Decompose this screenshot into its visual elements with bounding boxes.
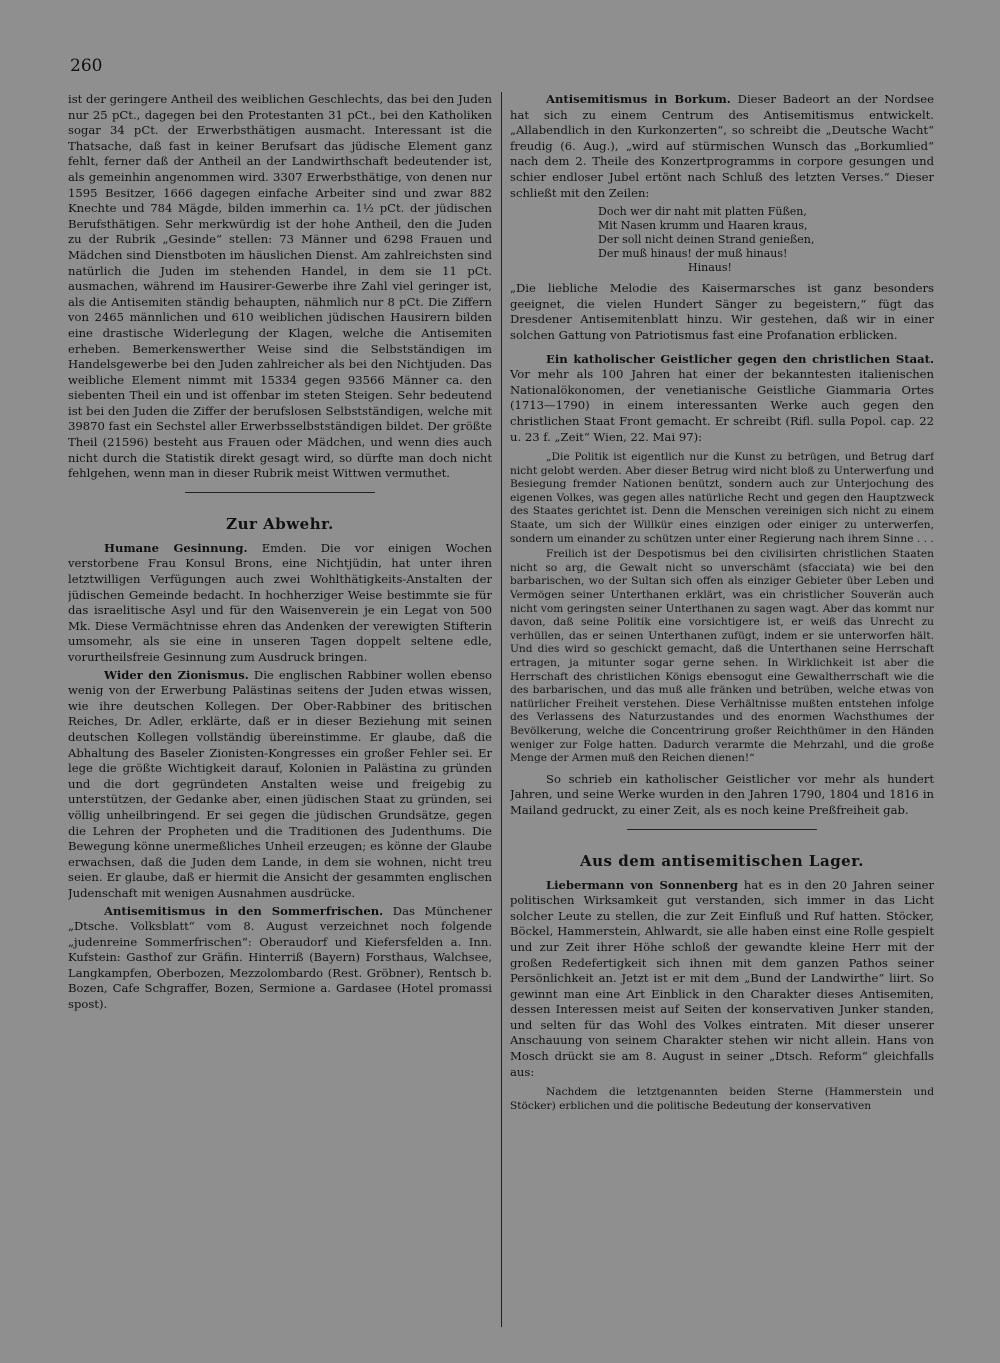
left-column xyxy=(68,92,492,1015)
quote-paragraph: Freilich ist der Despotismus bei den civilisirten christlichen Staaten nicht so arg, die Gewalt nicht so unverschämt (sfacciata) wie bei den barbarischen, wo der Sultan sich offen als einziger Gebieter über Leben und Vermögen seiner Unterthanen erklärt, was ein christlicher Souverän auch nicht vom geringsten seiner Unterthanen zu sagen wagt. Aber das kommt nur davon, daß seine Politik eine vorsichtigere ist, er weiß das Unrecht zu verhüllen, das er seinen Unterthanen zufügt, indem er sie unterworfen hält. Und dies wird so geschickt gemacht, daß die Unterthanen seine Herrschaft ertragen, ja mitunter sogar gerne sehen. In Wirklichkeit ist aber die Herrschaft des christlichen Königs ebensogut eine Gewaltherrschaft wie die des barbarischen, und das muß alle fränken und betrüben, welche etwas von natürlicher Freiheit verstehen. Diese Verhältnisse mußten entstehen infolge des Verlassens des Naturzustandes und des enormen Wachsthumes der Bevölkerung, welche die Concentrirung großer Reichthümer in den Händen weniger zur Folge hatten. Dadurch verarmte die Mehrzahl, und die große Menge der Armen muß den Reichen dienen!“ xyxy=(510,548,934,765)
article-body: Vor mehr als 100 Jahren hat einer der bekanntesten italienischen Nationalökonomen, der venetianische Geistliche Giammaria Ortes (1713—1790) in einem interessanten Werke auch gegen den christlichen Staat Front gemacht. Er schreibt (Rifl. sulla Popol. cap. 22 u. 23 f. „Zeit“ Wien, 22. Mai 97): xyxy=(510,367,934,444)
article-body: hat es in den 20 Jahren seiner politischen Wirksamkeit gut verstanden, sich immer in das Licht solcher Leute zu stellen, die zur Zeit Einfluß und Ruf hatten. Stöcker, Böckel, Hammerstein, Ahlwardt, sie alle haben einst eine Rolle gespielt und zur Zeit ihrer Höhe schloß der gewandte kleine Herr mit der großen Redefertigkeit sich ihnen mit dem ganzen Pathos seiner Persönlichkeit an. Jetzt ist er mit dem „Bund der Landwirthe“ liirt. So gewinnt man eine Art Einblick in den Charakter dieses Antisemiten, dessen Interessen meist auf Seiten der konservativen Junker standen, und selten für das Wohl des Volkes eintraten. Mit dieser unserer Anschauung von seinem Charakter stehen wir nicht allein. Hans von Mosch drückt sie am 8. August in seiner „Dtsch. Reform“ gleichfalls aus: xyxy=(510,877,934,1079)
verse-line: Mit Nasen krumm und Haaren kraus, xyxy=(598,219,808,233)
ortes-conclusion: So schrieb ein katholischer Geistlicher vor mehr als hundert Jahren, und seine Werke wurden in den Jahren 1790, 1804 und 1816 in Mailand gedruckt, zu einer Zeit, als es noch keine Preßfreiheit gab. xyxy=(510,771,934,817)
borkumlied-verse xyxy=(598,205,934,275)
verse-line: Der muß hinaus! der muß hinaus! xyxy=(598,247,788,261)
statistics-paragraph: ist der geringere Antheil des weiblichen Geschlechts, das bei den Juden nur 25 pCt., dagegen bei den Protestanten 31 pCt., bei den Katholiken sogar 34 pCt. der Erwerbsthätigen ausmacht. Interessant ist die Thatsache, daß fast in keiner Berufsart das jüdische Element ganz fehlt, ferner daß der Antheil an der Landwirthschaft bedeutender ist, als gemeinhin angenommen wird. 3307 Erwerbsthätige, von denen nur 1595 Besitzer, 1666 dagegen einfache Arbeiter sind und zwar 882 Knechte und 784 Mägde, bilden immerhin ca. 1½ pCt. der jüdischen Berufsthätigen. Sehr merkwürdig ist der hohe Antheil, den die Juden zu der Rubrik „Gesinde“ stellen: 73 Männer und 6298 Frauen und Mädchen sind Dienstboten im häuslichen Dienst. Am zahlreichsten sind natürlich die Juden im stehenden Handel, in dem sie 11 pCt. ausmachen, während im Hausirer-Gewerbe ihre Zahl viel geringer ist, als die Antisemiten ständig behaupten, nähmlich nur 8 pCt. Die Ziffern von 2465 männlichen und 610 weiblichen jüdischen Hausirern bilden eine drastische Widerlegung der Klagen, welche die Antisemiten erheben. Bemerkenswerther Weise sind die Selbstständigen im Handelsgewerbe bei den Juden zahlreicher als bei den Nichtjuden. Das weibliche Element nimmt mit 15334 gegen 93566 Männer ca. den siebenten Theil ein und ist offenbar im steten Steigen. Sehr bedeutend ist bei den Juden die Ziffer der berufslosen Selbstständigen, welche mit 39870 fast ein Sechstel aller Erwerbsselbstständigen bildet. Der größte Theil (21596) besteht aus Frauen oder Mädchen, und wenn dies auch nicht durch die Statistik direkt gesagt wird, so dürfte man doch nicht fehlgehen, wenn man in dieser Rubrik meist Wittwen vermuthet. xyxy=(68,92,492,481)
quote-paragraph: „Die Politik ist eigentlich nur die Kunst zu betrügen, und Betrug darf nicht gelobt werden. Aber dieser Betrug wird nicht bloß zu Unterwerfung und Besiegung fremder Nationen benützt, sondern auch zur Unterjochung des eigenen Volkes, was gegen alles natürliche Recht und gegen den Hauptzweck des Staates gerichtet ist. Denn die Menschen vereinigen sich nicht zu einem Staate, um sich der Willkür eines einzigen oder einiger zu unterwerfen, sondern um einander zu schützen unter einer Regierung nach ihrem Sinne . . . xyxy=(510,451,934,545)
section-title-lager: Aus dem antisemitischen Lager. xyxy=(580,851,864,870)
article-katholischer-geistlicher xyxy=(510,352,934,446)
quote-paragraph: Nachdem die letztgenannten beiden Sterne (Hammerstein und Stöcker) erblichen und die politische Bedeutung der konservativen xyxy=(510,1086,934,1112)
article-zionismus xyxy=(68,668,492,902)
article-borkum xyxy=(510,92,934,201)
section-separator xyxy=(627,829,817,830)
article-heading: Antisemitismus in den Sommerfrischen. xyxy=(104,903,384,918)
verse-line: Hinaus! xyxy=(688,261,732,275)
section-separator xyxy=(185,492,375,493)
article-heading: Humane Gesinnung. xyxy=(104,540,248,555)
ortes-quote xyxy=(510,451,934,766)
article-heading: Wider den Zionismus. xyxy=(104,667,249,682)
article-liebermann xyxy=(510,878,934,1081)
article-heading: Ein katholischer Geistlicher gegen den christlichen Staat. xyxy=(546,351,934,366)
verse-line: Doch wer dir naht mit platten Füßen, xyxy=(598,205,807,219)
page-number: 260 xyxy=(70,56,103,76)
article-body: Dieser Badeort an der Nordsee hat sich zu einem Centrum des Antisemitismus entwickelt. „Allabendlich in den Kurkonzerten“, so schreibt die „Deutsche Wacht“ freudig (6. Aug.), „wird auf stürmischen Wunsch das „Borkumlied“ nach dem 2. Theile des Konzertprogramms in corpore gesungen und schier endloser Jubel ertönt nach Schluß des letzten Verses.“ Dieser schließt mit den Zeilen: xyxy=(510,92,934,200)
section-title-abwehr: Zur Abwehr. xyxy=(226,514,334,533)
borkum-commentary: „Die liebliche Melodie des Kaisermarsches ist ganz besonders geeignet, die vielen Hundert Sänger zu begeistern,“ fügt das Dresdener Antisemitenblatt hinzu. Wir gestehen, daß wir in einer solchen Gattung von Patriotismus fast eine Profanation erblicken. xyxy=(510,281,934,342)
verse-line: Der soll nicht deinen Strand genießen, xyxy=(598,233,815,247)
article-body: Die englischen Rabbiner wollen ebenso wenig von der Erwerbung Palästinas seitens der Juden etwas wissen, wie ihre deutschen Kollegen. Der Ober-Rabbiner des britischen Reiches, Dr. Adler, erklärte, daß er in dieser Beziehung mit seinen deutschen Kollegen vollständig übereinstimme. Er glaube, daß die Abhaltung des Baseler Zionisten-Kongresses ein großer Fehler sei. Er lege die größte Wichtigkeit darauf, Kolonien in Palästina zu gründen und die dort gegründeten Anstalten weise und freigebig zu unterstützen, der Gedanke aber, einen jüdischen Staat zu gründen, sei völlig unheilbringend. Er sei gegen die jüdischen Grundsätze, gegen die Lehren der Propheten und die Traditionen des Judenthums. Die Bewegung könne unermeßliches Unheil erzeugen; es könne der Glaube erwachsen, daß die Juden dem Lande, in dem sie wohnen, nicht treu seien. Er glaube, daß er hiermit die Ansicht der gesammten englischen Judenschaft mit wenigen Ausnahmen ausdrücke. xyxy=(68,667,492,900)
article-heading: Liebermann von Sonnenberg xyxy=(546,877,738,892)
right-column xyxy=(510,92,934,1119)
article-body: Das Münchener „Dtsche. Volksblatt“ vom 8. August verzeichnet noch folgende „judenreine Sommerfrischen“: Oberaudorf und Kiefersfelden a. Inn. Kufstein: Gasthof zur Gräfin. Hinterriß (Bayern) Forsthaus, Walchsee, Langkampfen, Oberbozen, Mezzolombardo (Rest. Gröbner), Rentsch b. Bozen, Cafe Schgraffer, Bozen, Sermione a. Gardasee (Hotel promassi spost). xyxy=(68,903,492,1012)
article-sommerfrischen xyxy=(68,904,492,1013)
mosch-quote xyxy=(510,1086,934,1113)
article-body: Emden. Die vor einigen Wochen verstorbene Frau Konsul Brons, eine Nichtjüdin, hat unter ihren letztwilligen Verfügungen auch zwei Wohlthätigkeits-Anstalten der jüdischen Gemeinde bedacht. In hochherziger Weise bestimmte sie für das israelitische Asyl und für den Waisenverein je ein Legat von 500 Mk. Diese Vermächtnisse ehren das Andenken der verewigten Stifterin umsomehr, als sie eine in unseren Tagen doppelt seltene edle, vorurtheilsfreie Gesinnung zum Ausdruck bringen. xyxy=(68,540,492,664)
column-divider xyxy=(501,92,502,1327)
article-humane xyxy=(68,541,492,666)
article-heading: Antisemitismus in Borkum. xyxy=(546,92,731,106)
